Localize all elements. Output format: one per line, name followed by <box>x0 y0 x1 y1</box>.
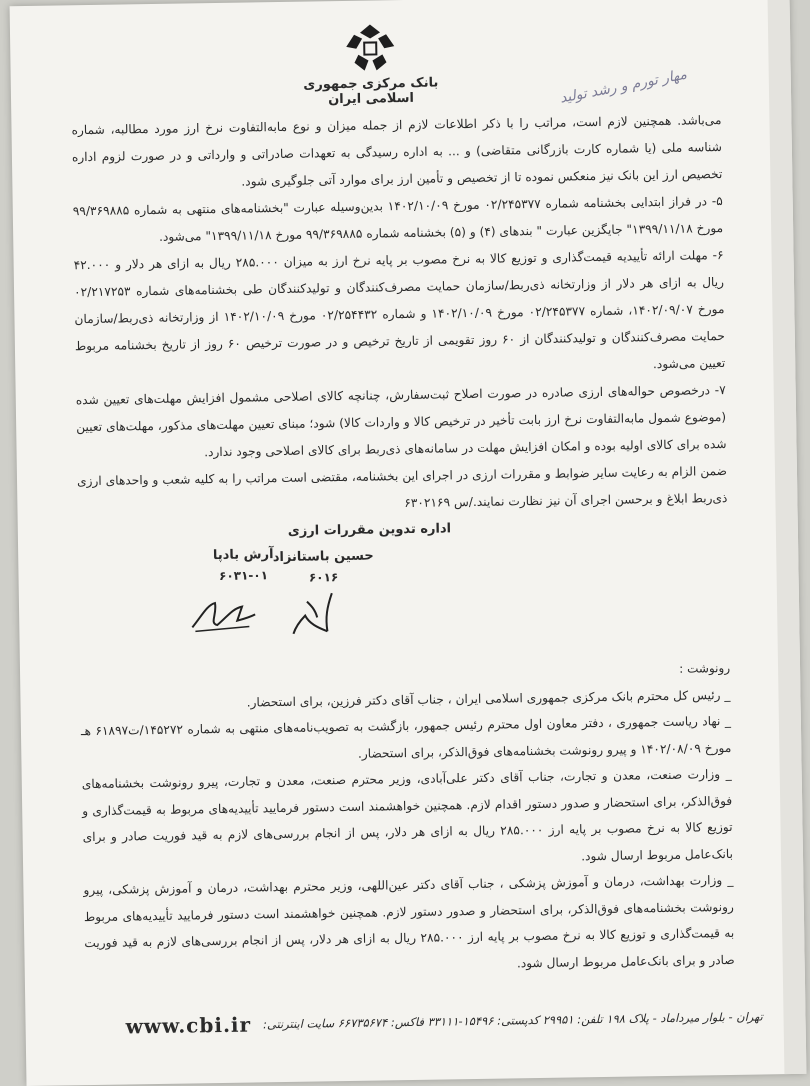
bank-address: تهران - بلوار میرداماد - پلاک ۱۹۸ تلفن: ۲۹۹۵۱ کدپستی: ۱۵۴۹۶-۳۳۱۱۱ فاکس: ۶۶۷۳۵۶۷۴ سایت اینترنتی: <box>262 1009 763 1032</box>
department-name: اداره تدوین مقررات ارزی <box>287 521 452 539</box>
cc-item-3: _ وزارت صنعت، معدن و تجارت، جناب آقای دکتر علی‌آبادی، وزیر محترم صنعت، معدن و تجارت، پیرو رونوشت بخشنامه‌های فوق‌الذکر، برای استحضار و صدور دستور اقدام لازم. همچنین خواهشمند است دستور فرمایید تأییدیه‌های مربوط به قیمت‌گذاری و توزیع کالا به نرخ مصوب بر پایه ارز ۲۸۵.۰۰۰ ریال به ازای هر دلار، پس از انجام بررسی‌های لازم به قید فوریت صادر و برای بانک‌عامل مربوط ارسال شود. <box>81 766 734 863</box>
signer-right-code: ۶۰۱۶ <box>308 570 339 585</box>
website-url: www.cbi.ir <box>125 1012 252 1039</box>
signer-left-name: آرش بادپا <box>212 547 274 564</box>
paragraph-closing: ضمن الزام به رعایت سایر ضوابط و مقررات ارزی در اجرای این بخشنامه، مقتضی است مراتب را به کلیه شعب و واحدهای ارزی ذی‌ربط ابلاغ و برحسن اجرای آن نیز نظارت نمایند./س ۶۳۰۲۱۶۹ <box>76 463 728 511</box>
carbon-copy-section <box>80 655 735 983</box>
page-edge <box>767 0 806 1074</box>
signature-right-icon <box>287 587 348 638</box>
paragraph-item-7: ۷- درخصوص حواله‌های ارزی صادره در صورت اصلاح ثبت‌سفارش، چنانچه کالای اصلاحی مشمول افزایش مهلت‌های تعیین شده (موضوع شمول مابه‌التفاوت نرخ ارز بابت تأخیر در ترخیص کالا و واردات کالا) شود؛ مبنای تعیین مهلت‌های مذکور، مهلت‌های تعیین شده برای کالای اولیه بوده و امکان افزایش مهلت در سامانه‌های ذی‌ربط برای کالای اصلاحی وجود ندارد. <box>75 382 727 460</box>
bank-name: بانک مرکزی جمهوری اسلامی ایران <box>303 75 439 108</box>
cc-item-1: _ رئیس کل محترم بانک مرکزی جمهوری اسلامی ایران ، جناب آقای دکتر فرزین، برای استحضار. <box>246 687 731 710</box>
signature-left-icon <box>187 594 258 635</box>
signer-right-name: حسین باستانزاد <box>272 548 374 566</box>
letter-body <box>71 107 727 522</box>
cbi-logo-icon <box>340 22 401 75</box>
letter-footer <box>125 1005 763 1039</box>
cc-item-2: _ نهاد ریاست جمهوری ، دفتر معاون اول محترم رئیس جمهور، بازگشت به تصویب‌نامه‌های منتهی به شماره ۱۴۵۲۷۲/ت۶۱۸۹۷ هـ مورخ ۱۴۰۲/۰۸/۰۹ و پیرو رونوشت بخشنامه‌های فوق‌الذکر، برای استحضار. <box>80 713 732 761</box>
paragraph-item-6: ۶- مهلت ارائه تأییدیه قیمت‌گذاری و توزیع کالا به نرخ مصوب بر پایه نرخ ارز به میزان ۲۸۵.۰۰۰ ریال به ازای هر دلار و ۴۲.۰۰۰ ریال به ازای هر دلار از وزارتخانه ذی‌ربط/سازمان حمایت مصرف‌کنندگان و تولیدکنندگان طی بخشنامه‌های شماره ۰۲/۲۱۷۲۵۳ مورخ ۱۴۰۲/۰۹/۰۷، شماره ۰۲/۲۴۵۳۷۷ مورخ ۱۴۰۲/۱۰/۰۹ و شماره ۰۲/۲۵۴۴۳۲ مورخ ۱۴۰۲/۱۰/۰۹ از وزارتخانه ذی‌ربط/سازمان حمایت مصرف‌کنندگان و تولیدکنندگان از ۶۰ روز تقویمی از تاریخ ترخیص و در صورت ترخیص ۶۰ روز از تاریخ بخشنامه مربوط تعیین می‌شود. <box>73 248 726 372</box>
signer-right <box>268 548 379 585</box>
cc-item-4: _ وزارت بهداشت، درمان و آموزش پزشکی ، جناب آقای دکتر عین‌اللهی، وزیر محترم بهداشت، درمان و آموزش پزشکی، پیرو رونوشت بخشنامه‌های فوق‌الذکر، برای استحضار و صدور دستور لازم. همچنین خواهشمند است دستور فرمایید تأییدیه‌های مربوط به قیمت‌گذاری و توزیع کالا به نرخ مصوب بر پایه ارز ۲۸۵.۰۰۰ ریال به ازای هر دلار، پس از انجام بررسی‌های لازم به قید فوریت صادر و برای بانک‌عامل مربوط ارسال شود. <box>83 872 735 970</box>
handwritten-slogan: مهار تورم و رشد تولید <box>558 66 689 107</box>
cc-title: رونوشت : <box>679 660 731 676</box>
paragraph-item-5: ۵- در فراز ابتدایی بخشنامه شماره ۰۲/۲۴۵۳۷۷ مورخ ۱۴۰۲/۱۰/۰۹ بدین‌وسیله عبارت "بخشنامه‌های منتهی به شماره ۹۹/۳۶۹۸۸۵ مورخ ۱۳۹۹/۱۱/۱۸" جایگزین عبارت " بندهای (۴) و (۵) بخشنامه شماره ۹۹/۳۶۹۸۸۵ مورخ ۱۳۹۹/۱۱/۱۸" می‌شود. <box>72 194 724 244</box>
letter-page <box>10 0 807 1086</box>
paragraph-continuation: می‌باشد. همچنین لازم است، مراتب را با ذکر اطلاعات لازم از جمله میزان و نوع مابه‌التفاوت نرخ ارز مورد مطالبه، شماره شناسه ملی (یا شماره کارت بازرگانی متقاضی) و ... به اداره رسیدگی به تعهدات صادراتی و وارداتی و در صورت لزوم اداره تخصیص ارز این بانک نیز منعکس نموده تا از تخصیص و تأمین ارز برای موارد آتی جلوگیری شود. <box>71 113 723 189</box>
signer-left-code: ۶۰۳۱-۰۱ <box>218 568 269 583</box>
